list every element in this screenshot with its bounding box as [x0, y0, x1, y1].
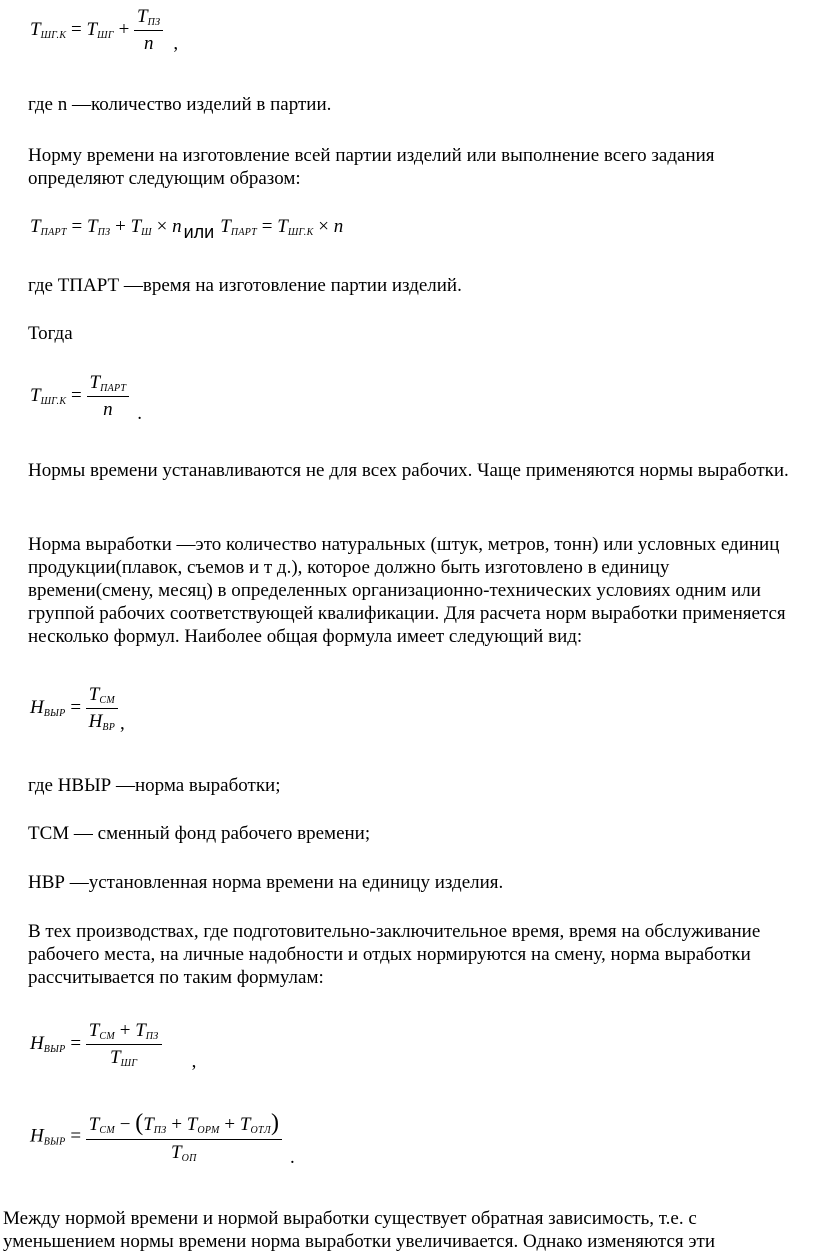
- fraction: $\frac{T_{СМ} - (T_{ПЗ} + T_{ОРМ} + T_{ОТЛ})}{T_{ОП}}$: [86, 1110, 282, 1164]
- paragraph: Нормы времени устанавливаются не для всех рабочих. Чаще применяются нормы выработки.: [28, 460, 789, 481]
- formula-5: $H_{ВЫР}$ = $\frac{T_{СМ} + T_{ПЗ}}{T_{ШГ}}$ ,: [30, 1020, 197, 1072]
- formula-1: $T_{ШГ.К} = T_{ШГ}$ + $\frac{T_{ПЗ}}{n}$ ,: [30, 6, 179, 54]
- paragraph: Норма выработки —это количество натуральных (штук, метров, тонн) или условных единиц продукции(плавок, съемов и т д.), которое должно быть изготовлено в единицу времени(смену, месяц) в определенных организационно-технических условиях одним или группой рабочих соответствующей квалификации. Для расчета норм выработки применяется несколько формул. Наиболее общая формула имеет следующий вид:: [28, 534, 786, 647]
- paragraph: В тех производствах, где подготовительно-заключительное время, время на обслуживание рабочего места, на личные надобности и отдых нормируются на смену, норма выработки рассчитывается по таким формулам:: [28, 921, 761, 988]
- paragraph: где НВЫР —норма выработки;: [28, 775, 281, 796]
- fraction: $\frac{T_{ПЗ}}{n}$: [134, 6, 163, 55]
- formula-6: $H_{ВЫР}$ = $\frac{T_{СМ} - (T_{ПЗ} + T_{ОРМ} + T_{ОТЛ})}{T_{ОП}}$ .: [30, 1110, 295, 1169]
- formula-4: $H_{ВЫР}$ = $\frac{T_{СМ}}{H_{ВР}}$ ,: [30, 684, 125, 734]
- fraction: $\frac{T_{ПАРТ}}{n}$: [87, 372, 130, 421]
- paragraph: ТСМ — сменный фонд рабочего времени;: [28, 823, 371, 844]
- paragraph: где n —количество изделий в партии.: [28, 94, 332, 115]
- formula-3: $T_{ШГ.К}$ = $\frac{T_{ПАРТ}}{n}$ .: [30, 372, 143, 424]
- fraction: $\frac{T_{СМ}}{H_{ВР}}$: [86, 684, 118, 733]
- paragraph: где ТПАРТ —время на изготовление партии изделий.: [28, 275, 462, 296]
- paragraph: НВР —установленная норма времени на единицу изделия.: [28, 872, 504, 893]
- formula-2: $T_{ПАРТ} = T_{ПЗ} + T_Ш \times n$ или $T_{ПАРТ} = T_{ШГ.К} \times n$: [30, 216, 344, 242]
- fraction: $\frac{T_{СМ} + T_{ПЗ}}{T_{ШГ}}$: [86, 1020, 162, 1069]
- paragraph: Норму времени на изготовление всей партии изделий или выполнение всего задания определяют следующим образом:: [28, 145, 715, 189]
- paragraph: Между нормой времени и нормой выработки существует обратная зависимость, т.е. с уменьшением нормы времени норма выработки увеличивается. Однако изменяются эти: [3, 1208, 716, 1252]
- paragraph: Тогда: [28, 323, 73, 344]
